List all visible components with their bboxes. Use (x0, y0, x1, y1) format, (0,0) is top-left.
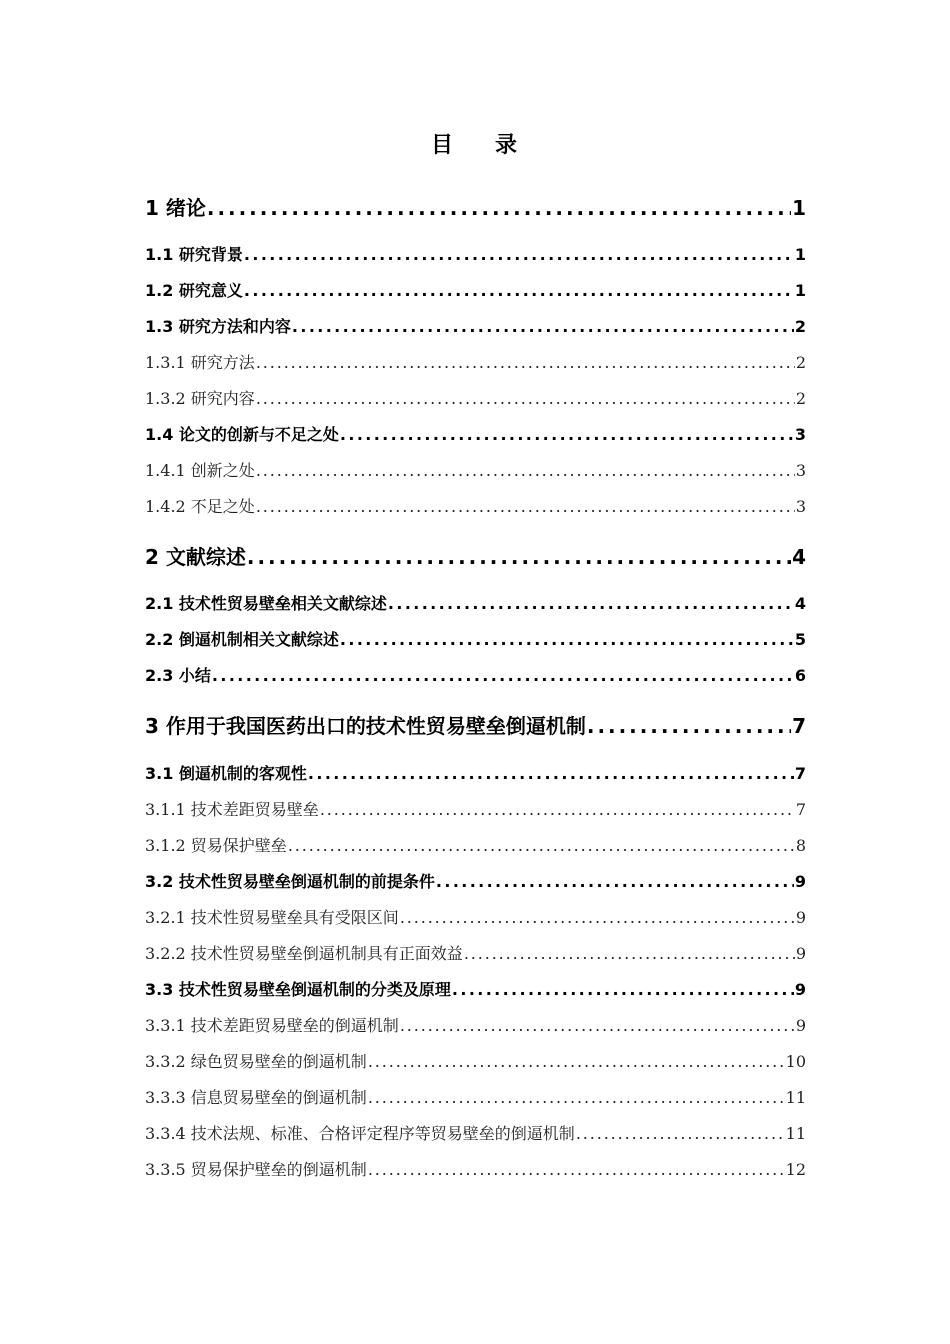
toc-entry-page-number: 2 (795, 353, 806, 372)
toc-entry-page-number: 9 (794, 872, 806, 891)
toc-entry-page-number: 2 (794, 317, 806, 336)
toc-entry-page-number: 9 (795, 944, 806, 963)
toc-entry-page-number: 11 (785, 1124, 806, 1143)
toc-leader-dots (320, 800, 795, 819)
toc-leader-dots (308, 764, 794, 783)
toc-entry[interactable] (145, 1049, 806, 1072)
toc-entry-page-number: 4 (794, 594, 806, 613)
toc-entry-page-number: 7 (795, 800, 806, 819)
toc-entry[interactable] (145, 422, 806, 445)
toc-entry-label: 1.2 研究意义 (145, 281, 243, 300)
toc-entry[interactable] (145, 192, 806, 221)
toc-leader-dots (340, 630, 794, 649)
toc-entry-page-number: 8 (795, 836, 806, 855)
toc-entry[interactable] (145, 278, 806, 301)
toc-entry-label: 3 作用于我国医药出口的技术性贸易壁垒倒逼机制 (145, 714, 586, 738)
toc-leader-dots (212, 666, 794, 685)
toc-entry-page-number: 1 (792, 196, 806, 220)
toc-entry-page-number: 7 (792, 714, 806, 738)
toc-leader-dots (368, 1088, 785, 1107)
toc-entry-page-number: 12 (785, 1160, 806, 1179)
toc-leader-dots (436, 872, 794, 891)
toc-entry-label: 3.3.4 技术法规、标准、合格评定程序等贸易壁垒的倒逼机制 (145, 1124, 575, 1143)
toc-entry[interactable] (145, 869, 806, 892)
toc-entry-page-number: 10 (785, 1052, 806, 1071)
toc-entry[interactable] (145, 941, 806, 964)
toc-leader-dots (340, 425, 794, 444)
toc-leader-dots (400, 1016, 795, 1035)
toc-leader-dots (256, 461, 795, 480)
toc-leader-dots (256, 353, 795, 372)
toc-leader-dots (368, 1160, 785, 1179)
toc-entry-page-number: 2 (795, 389, 806, 408)
toc-leader-dots (256, 497, 795, 516)
toc-entry[interactable] (145, 1085, 806, 1108)
toc-entry-label: 1 绪论 (145, 196, 206, 220)
toc-entry[interactable] (145, 977, 806, 1000)
toc-entry-label: 3.1.2 贸易保护壁垒 (145, 836, 287, 855)
toc-leader-dots (587, 714, 791, 738)
toc-entry[interactable] (145, 314, 806, 337)
toc-entry[interactable] (145, 627, 806, 650)
toc-title (0, 128, 950, 159)
toc-entry-label: 3.2 技术性贸易壁垒倒逼机制的前提条件 (145, 872, 435, 891)
toc-entry-label: 3.1.1 技术差距贸易壁垒 (145, 800, 319, 819)
toc-entry[interactable] (145, 242, 806, 265)
toc-entry-page-number: 3 (795, 497, 806, 516)
toc-leader-dots (244, 245, 794, 264)
toc-leader-dots (292, 317, 794, 336)
toc-entry-page-number: 3 (795, 461, 806, 480)
toc-entry[interactable] (145, 710, 806, 739)
toc-leader-dots (368, 1052, 785, 1071)
toc-entry-page-number: 11 (785, 1088, 806, 1107)
toc-entry-page-number: 1 (794, 281, 806, 300)
toc-entry[interactable] (145, 386, 806, 409)
toc-entry-label: 1.4.1 创新之处 (145, 461, 255, 480)
toc-entry[interactable] (145, 541, 806, 570)
toc-leader-dots (576, 1124, 785, 1143)
toc-leader-dots (452, 980, 794, 999)
toc-entry-label: 3.1 倒逼机制的客观性 (145, 764, 307, 783)
toc-entry-page-number: 4 (792, 545, 806, 569)
toc-entry-page-number: 9 (795, 1016, 806, 1035)
toc-entry-label: 3.3.5 贸易保护壁垒的倒逼机制 (145, 1160, 367, 1179)
toc-leader-dots (400, 908, 795, 927)
toc-entry-label: 3.2.2 技术性贸易壁垒倒逼机制具有正面效益 (145, 944, 463, 963)
toc-entry-page-number: 9 (795, 908, 806, 927)
toc-entry[interactable] (145, 591, 806, 614)
toc-entry-label: 1.4.2 不足之处 (145, 497, 255, 516)
toc-entry[interactable] (145, 797, 806, 820)
toc-leader-dots (256, 389, 795, 408)
toc-entry[interactable] (145, 494, 806, 517)
toc-entry-label: 3.3.1 技术差距贸易壁垒的倒逼机制 (145, 1016, 399, 1035)
toc-entry-label: 1.3 研究方法和内容 (145, 317, 291, 336)
toc-entry[interactable] (145, 761, 806, 784)
toc-entry-page-number: 9 (794, 980, 806, 999)
toc-leader-dots (247, 545, 791, 569)
toc-leader-dots (288, 836, 795, 855)
toc-entry-label: 3.2.1 技术性贸易壁垒具有受限区间 (145, 908, 399, 927)
toc-entry-label: 2.3 小结 (145, 666, 211, 685)
toc-title-part2: 录 (495, 132, 520, 158)
toc-entry-page-number: 3 (794, 425, 806, 444)
toc-entry-label: 1.3.1 研究方法 (145, 353, 255, 372)
toc-leader-dots (388, 594, 794, 613)
toc-leader-dots (207, 196, 791, 220)
toc-entry-label: 2.1 技术性贸易壁垒相关文献综述 (145, 594, 387, 613)
toc-entry[interactable] (145, 1121, 806, 1144)
toc-entry-page-number: 5 (794, 630, 806, 649)
toc-entry[interactable] (145, 833, 806, 856)
toc-entry-page-number: 6 (794, 666, 806, 685)
toc-entry[interactable] (145, 458, 806, 481)
toc-entry-label: 2 文献综述 (145, 545, 246, 569)
toc-entry-page-number: 7 (794, 764, 806, 783)
toc-entry-label: 1.3.2 研究内容 (145, 389, 255, 408)
toc-entry[interactable] (145, 663, 806, 686)
toc-entry-label: 1.1 研究背景 (145, 245, 243, 264)
toc-entry-label: 1.4 论文的创新与不足之处 (145, 425, 339, 444)
toc-entry-label: 3.3 技术性贸易壁垒倒逼机制的分类及原理 (145, 980, 451, 999)
toc-entry-label: 3.3.2 绿色贸易壁垒的倒逼机制 (145, 1052, 367, 1071)
toc-entry-label: 3.3.3 信息贸易壁垒的倒逼机制 (145, 1088, 367, 1107)
toc-entry[interactable] (145, 350, 806, 373)
toc-entry[interactable] (145, 905, 806, 928)
toc-entry-label: 2.2 倒逼机制相关文献综述 (145, 630, 339, 649)
toc-leader-dots (244, 281, 794, 300)
toc-leader-dots (464, 944, 795, 963)
toc-entry-page-number: 1 (794, 245, 806, 264)
toc-title-part1: 目 (430, 132, 455, 158)
toc-entry[interactable] (145, 1157, 806, 1180)
toc-entry[interactable] (145, 1013, 806, 1036)
